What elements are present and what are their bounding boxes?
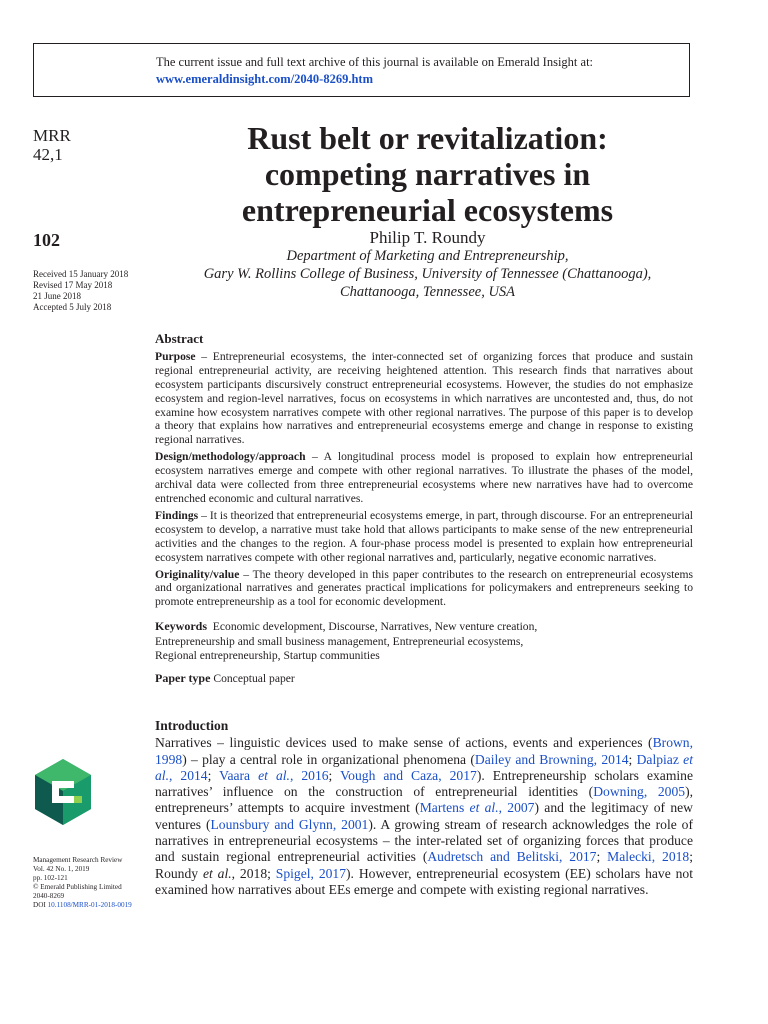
abstract-section [155,332,693,686]
journal-abbr: MRR [33,126,71,145]
affiliation-line: Gary W. Rollins College of Business, University of Tennessee (Chattanooga), [203,266,652,282]
pub-line: pp. 102-121 [33,874,68,882]
introduction-heading: Introduction [155,718,229,733]
findings-label: Findings [155,508,199,522]
date-line: 21 June 2018 [33,291,81,301]
title-line: Rust belt or revitalization: [247,120,608,156]
citation-author: Dalpiaz [636,751,684,767]
intro-text: Narratives – linguistic devices used to make sense of actions, events and experiences ( [155,735,653,751]
intro-text: ) and the legitimacy of new ventures ( [155,800,693,832]
date-line: Accepted 5 July 2018 [33,302,112,312]
intro-etal: et al. [202,865,232,881]
abstract-heading: Abstract [155,331,204,346]
keywords-label: Keywords [155,619,207,634]
abstract-design [155,450,693,506]
citation-link[interactable]: Brown, 1998 [155,735,693,767]
intro-text: ). A growing stream of research acknowledges the role of narratives in entrepreneurial ecosystems – the inter-related set of organizing forces that produce and sustain regional entrepreneurial activities ( [155,816,693,865]
paper-type-value: Conceptual paper [213,671,295,685]
intro-text: ; [596,849,608,865]
citation-link[interactable] [219,768,328,783]
title-line: competing narratives in [264,156,591,192]
citation-link[interactable]: Spigel, 2017 [275,865,347,881]
abstract-purpose [155,350,693,447]
findings-text: – It is theorized that entrepreneurial ecosystems emerge, in part, through discourse. For an entrepreneurial ecosystem to develop, a narrative must take hold that allows participants to make sense of the new entrepreneurial activities and the changes to the region. A four-phase process model is presented to explain how entrepreneurial ecosystem narratives compete with other regional narratives and, particularly, negative economic narratives. [155,508,693,564]
citation-year: , 2016 [289,767,329,783]
paper-type [155,672,693,686]
citation-year: , 2014 [168,767,208,783]
purpose-text: – Entrepreneurial ecosystems, the inter-connected set of organizing forces that produce and sustain regional entrepreneurial activity, are receiving heightened attention. This research finds that narratives about ecosystem participants discursively construct entrepreneurial ecosystems. However, the studies do not emphasize ecosystem and region-level narratives, focus on ecosystems in which narratives are uncontested and, thus, do not examine how ecosystem narratives compete with other regional narratives. The purpose of this paper is to develop a theory that explains how narratives and entrepreneurial ecosystems emerge and change in response to existing regional narratives. [155,349,693,447]
volume-issue: 42,1 [33,145,63,164]
keywords-line: Regional entrepreneurship, Startup communities [155,649,380,663]
keywords [155,619,693,664]
design-text: – A longitudinal process model is proposed to explain how entrepreneurial ecosystem narratives emerge and compete with other regional narratives. To illustrate the phases of the model, archival data were collected from three entrepreneurial ecosystems where new narratives have had to overcome entrenched economic and cultural narratives. [155,450,693,505]
intro-text: ). However, entrepreneurial ecosystem (EE) scholars have not examined how narratives about EEs emerge and compete with existing regional narratives. [155,865,694,897]
publication-info [33,856,132,910]
keywords-line: Economic development, Discourse, Narratives, New venture creation, [212,620,538,634]
pub-line: Management Research Review [33,856,123,864]
citation-link[interactable]: Dailey and Browning, 2014 [474,751,629,767]
keywords-line: Entrepreneurship and small business management, Entrepreneurial ecosystems, [155,634,524,648]
citation-link[interactable]: Vough and Caza, 2017 [340,767,477,783]
title-line: entrepreneurial ecosystems [241,192,614,228]
doi-link[interactable]: 10.1108/MRR-01-2018-0019 [47,901,132,909]
author-affiliation [160,247,695,301]
author-name: Philip T. Roundy [369,228,486,247]
citation-author: Martens [419,800,470,816]
paper-type-label: Paper type [155,670,211,685]
intro-text: ) – play a central role in organizational phenomena ( [182,751,475,767]
citation-author: Vaara [219,767,259,783]
intro-text: ; [328,767,341,783]
date-line: Revised 17 May 2018 [33,280,113,290]
intro-text: ; [207,767,220,783]
received-dates [33,269,128,313]
abstract-originality [155,568,693,610]
intro-text: ; Roundy [155,849,693,881]
citation-year: , 2007 [498,800,535,816]
intro-text: ), entrepreneurs’ attempts to acquire investment ( [155,784,693,816]
affiliation-line: Chattanooga, Tennessee, USA [339,284,516,300]
citation-etal: et al. [155,751,693,783]
citation-link[interactable]: Downing, 2005 [593,784,686,800]
pub-line: Vol. 42 No. 1, 2019 [33,865,90,873]
intro-text: ). Entrepreneurship scholars examine narratives’ influence on the construction of entrepreneurial identities ( [155,767,694,800]
date-line: Received 15 January 2018 [33,269,129,279]
introduction-section [155,718,693,898]
journal-volume-info [33,126,71,164]
citation-link[interactable] [420,800,535,815]
introduction-paragraph [155,735,693,898]
intro-text: ; [628,751,637,767]
purpose-label: Purpose [155,349,196,363]
page-number: 102 [33,230,60,250]
citation-link[interactable]: Lounsbury and Glynn, 2001 [210,816,369,832]
emerald-logo-icon [32,757,94,827]
notice-text: The current issue and full text archive of this journal is available on Emerald Insight at: [156,55,594,69]
intro-text: , 2018; [231,865,276,881]
doi-label: DOI [33,901,48,909]
citation-etal: et al. [469,800,499,816]
design-label: Design/methodology/approach [155,450,306,464]
journal-notice-box [33,43,690,97]
pub-line: 2040-8269 [33,892,65,900]
journal-url-link[interactable]: www.emeraldinsight.com/2040-8269.htm [156,72,373,86]
citation-link[interactable]: Malecki, 2018 [607,849,690,865]
citation-link[interactable]: Audretsch and Belitski, 2017 [427,849,597,865]
originality-label: Originality/value [155,567,240,581]
abstract-findings [155,509,693,565]
pub-line: © Emerald Publishing Limited [33,883,122,891]
originality-text: – The theory developed in this paper contributes to the research on entrepreneurial ecosystems and organizational narratives and generates practical implications for policymakers and entrepreneurs seeking to promote entrepreneurship as a tool for economic development. [155,567,693,609]
citation-etal: et al. [258,767,290,783]
doi-line [33,901,132,910]
article-title [160,120,695,228]
affiliation-line: Department of Marketing and Entrepreneurship, [286,248,569,264]
